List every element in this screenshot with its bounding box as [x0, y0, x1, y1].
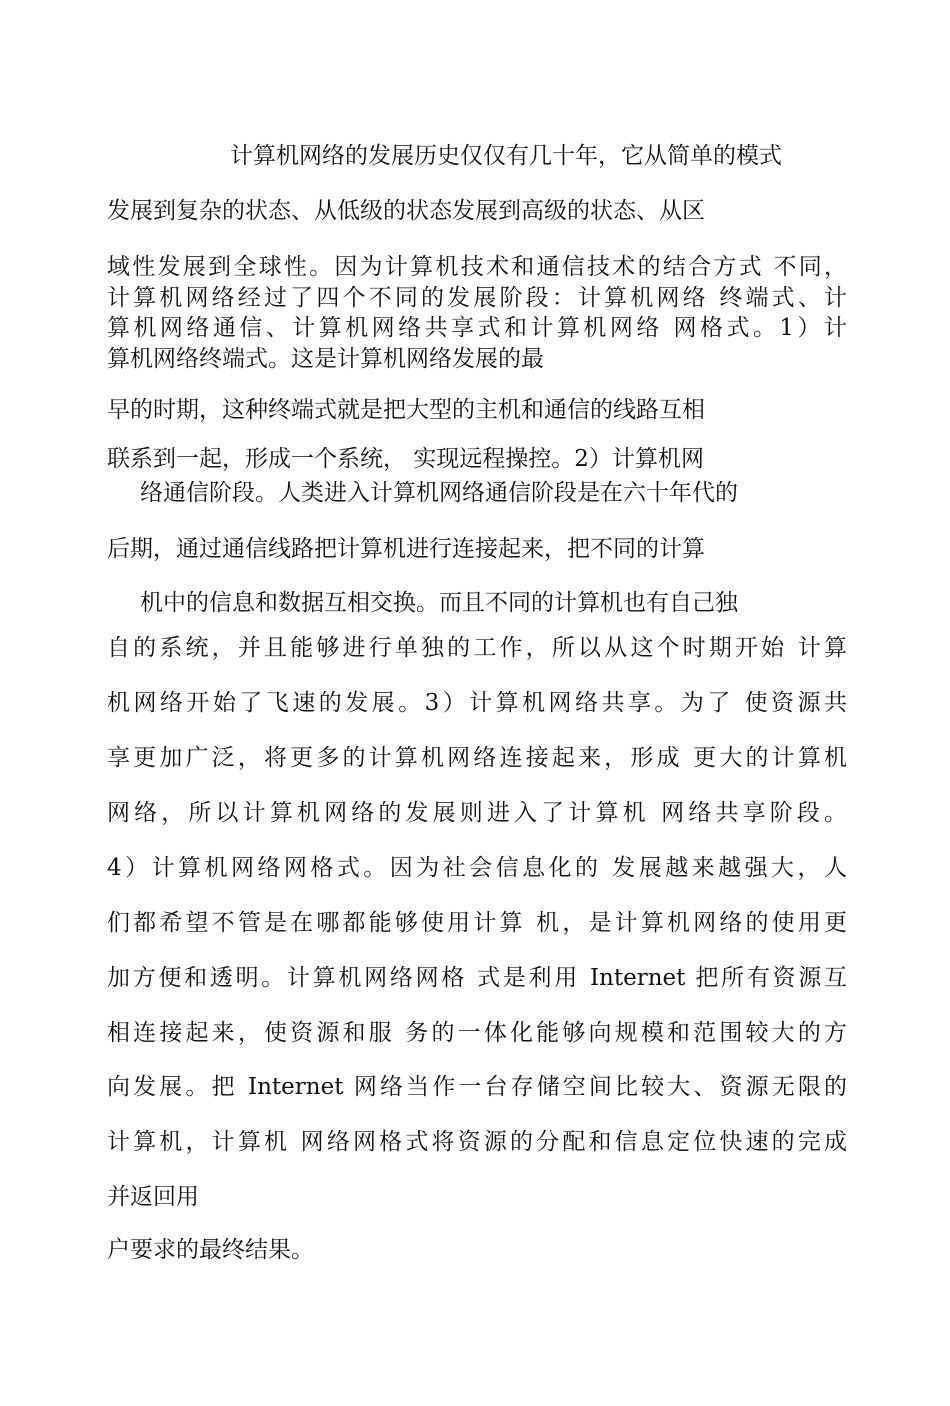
paragraph-line-15: 网络，所以计算机网络的发展则进入了计算机 网络共享阶段。	[107, 800, 847, 826]
paragraph-line-9: 络通信阶段。人类进入计算机网络通信阶段是在六十年代的	[140, 480, 738, 506]
paragraph-line-2: 发展到复杂的状态、从低级的状态发展到高级的状态、从区	[107, 198, 705, 224]
paragraph-line-17: 们都希望不管是在哪都能够使用计算 机，是计算机网络的使用更	[107, 910, 847, 936]
paragraph-line-23: 户要求的最终结果。	[107, 1237, 314, 1263]
paragraph-line-13: 机网络开始了飞速的发展。3）计算机网络共享。为了 使资源共	[107, 690, 847, 716]
paragraph-line-14: 享更加广泛，将更多的计算机网络连接起来，形成 更大的计算机	[107, 745, 847, 771]
paragraph-line-6: 算机网络终端式。这是计算机网络发展的最	[107, 346, 544, 372]
paragraph-line-10: 后期，通过通信线路把计算机进行连接起来，把不同的计算	[107, 536, 705, 562]
paragraph-line-16: 4）计算机网络网格式。因为社会信息化的 发展越来越强大，人	[107, 855, 847, 881]
paragraph-line-3: 域性发展到全球性。因为计算机技术和通信技术的结合方式 不同，	[107, 254, 847, 280]
paragraph-line-21: 计算机，计算机 网络网格式将资源的分配和信息定位快速的完成	[107, 1129, 847, 1155]
paragraph-line-22: 并返回用	[107, 1184, 199, 1210]
paragraph-line-4: 计算机网络经过了四个不同的发展阶段：计算机网络 终端式、计	[107, 285, 847, 311]
paragraph-line-1: 计算机网络的发展历史仅仅有几十年，它从简单的模式	[230, 143, 782, 169]
paragraph-line-8: 联系到一起，形成一个系统， 实现远程操控。2）计算机网	[107, 446, 704, 472]
paragraph-line-7: 早的时期，这种终端式就是把大型的主机和通信的线路互相	[107, 397, 705, 423]
paragraph-line-20: 向发展。把 Internet 网络当作一台存储空间比较大、资源无限的	[107, 1074, 847, 1100]
paragraph-line-18: 加方便和透明。计算机网络网格 式是利用 Internet 把所有资源互	[107, 965, 847, 991]
paragraph-line-5: 算机网络通信、计算机网络共享式和计算机网络 网格式。1）计	[107, 315, 847, 341]
paragraph-line-11: 机中的信息和数据互相交换。而且不同的计算机也有自己独	[140, 590, 738, 616]
paragraph-line-12: 自的系统，并且能够进行单独的工作，所以从这个时期开始 计算	[107, 635, 847, 661]
paragraph-line-19: 相连接起来，使资源和服 务的一体化能够向规模和范围较大的方	[107, 1020, 847, 1046]
